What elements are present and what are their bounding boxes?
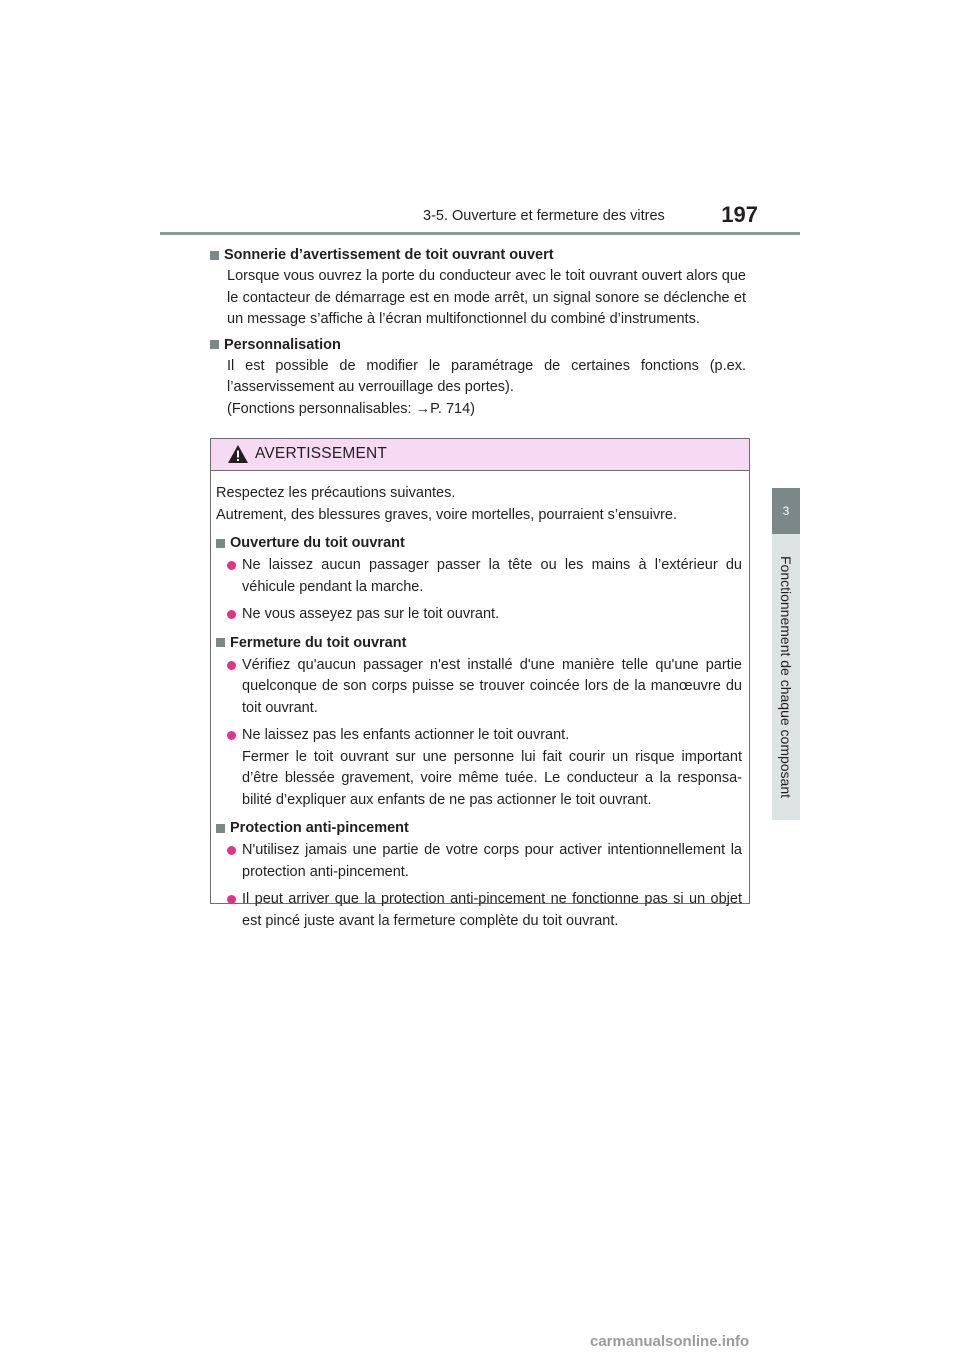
warning-body xyxy=(211,471,749,932)
bullet-dot-icon xyxy=(227,731,236,740)
warning-box xyxy=(210,438,750,929)
section-text: Lorsque vous ouvrez la porte du conducteur avec le toit ouvrant ouvert alors que le contacteur de démarrage est en mode arrêt, un signal sonore se déclenche et un message s’affiche à l’écran multifonctionnel du combiné d’instruments. xyxy=(227,268,746,327)
watermark: carmanualsonline.info xyxy=(590,1333,750,1350)
section-heading: Personnalisation xyxy=(210,334,746,356)
section-heading: Sonnerie d’avertissement de toit ouvrant ouvert xyxy=(210,244,746,266)
page-header xyxy=(160,202,800,236)
header-rule xyxy=(160,232,800,235)
warning-group-heading: Ouverture du toit ouvrant xyxy=(216,532,742,554)
warning-bullet: N'utilisez jamais une partie de votre corps pour activer intentionnellement la protection anti-pincement. xyxy=(227,840,742,883)
page-number: 197 xyxy=(721,202,758,227)
section-title: 3-5. Ouverture et fermeture des vitres xyxy=(423,208,665,224)
bullet-dot-icon xyxy=(227,561,236,570)
warning-triangle-icon xyxy=(227,444,249,464)
chapter-label: Fonctionnement de chaque composant xyxy=(778,555,794,799)
warning-bullet: Ne vous asseyez pas sur le toit ouvrant. xyxy=(227,604,742,626)
warning-bullet: Il peut arriver que la protection anti-pincement ne fonctionne pas si un objet est pincé juste avant la fermeture complète du toit ouvrant. xyxy=(227,889,742,932)
square-bullet-icon xyxy=(210,340,219,349)
main-content xyxy=(210,244,746,420)
warning-header xyxy=(211,439,749,471)
warning-intro: Respectez les précautions suivantes. Autrement, des blessures graves, voire mortelles, pourraient s’ensuivre. xyxy=(216,485,677,523)
warning-bullet: Ne laissez aucun passager passer la tête ou les mains à l’extérieur du véhicule pendant la marche. xyxy=(227,555,742,598)
bullet-dot-icon xyxy=(227,610,236,619)
warning-group-heading: Fermeture du toit ouvrant xyxy=(216,632,742,654)
square-bullet-icon xyxy=(216,638,225,647)
warning-bullet: Vérifiez qu'aucun passager n'est installé d'une manière telle qu'une partie quelconque de son corps puisse se trouver coincée lors de la manœuvre du toit ouvrant. xyxy=(227,655,742,720)
square-bullet-icon xyxy=(210,251,219,260)
warning-title: AVERTISSEMENT xyxy=(255,445,388,462)
square-bullet-icon xyxy=(216,824,225,833)
section-text: Il est possible de modifier le paramétrage de certaines fonctions (p.ex. l’asservissement au verrouillage des portes). xyxy=(227,357,746,395)
bullet-dot-icon xyxy=(227,895,236,904)
bullet-dot-icon xyxy=(227,661,236,670)
bullet-dot-icon xyxy=(227,846,236,855)
warning-bullet: Ne laissez pas les enfants actionner le toit ouvrant. Fermer le toit ouvrant sur une personne lui fait courir un risque important d’être blessée gravement, voire même tuée. Le conducteur a la responsa-bilité d’expliquer aux enfants de ne pas actionner le toit ouvrant. xyxy=(227,725,742,811)
chapter-tab: 3 xyxy=(772,488,800,534)
square-bullet-icon xyxy=(216,539,225,548)
warning-group-heading: Protection anti-pincement xyxy=(216,817,742,839)
section-reference: (Fonctions personnalisables: →P. 714) xyxy=(227,400,475,417)
